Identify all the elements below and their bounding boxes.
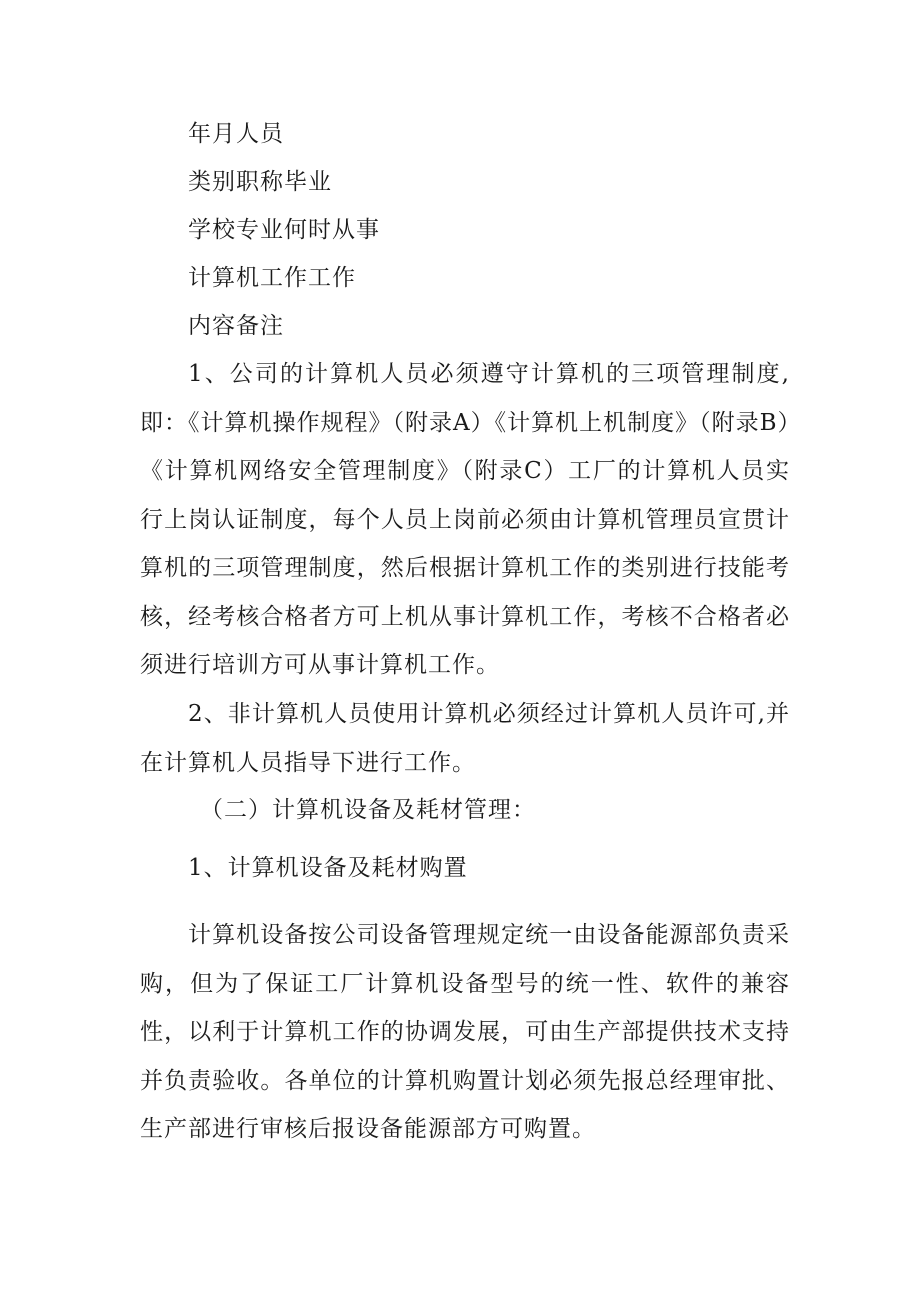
form-label-1: 年月人员 [188, 121, 284, 147]
paragraph-non-personnel-use: 2、非计算机人员使用计算机必须经过计算机人员许可,并在计算机人员指导下进行工作。 [140, 701, 790, 776]
form-label-2: 类别职称毕业 [188, 169, 332, 195]
paragraph-personnel-rules: 1、公司的计算机人员必须遵守计算机的三项管理制度,即：《计算机操作规程》（附录A）《计算机上机制度》（附录B）《计算机网络安全管理制度》（附录C）工厂的计算机人员实行上岗认证制度，每个人员上岗前必须由计算机管理员宣贯计算机的三项管理制度，然后根据计算机工作的类别进行技能考核，经考核合格者方可上机从事计算机工作，考核不合格者必须进行培训方可从事计算机工作。 [140, 361, 791, 678]
form-label-4: 计算机工作工作 [188, 265, 356, 291]
form-label-3: 学校专业何时从事 [188, 217, 380, 243]
section-heading: （二）计算机设备及耗材管理： [200, 797, 536, 823]
subheading-purchase: 1、计算机设备及耗材购置 [188, 855, 468, 881]
form-label-5: 内容备注 [188, 313, 284, 339]
paragraph-purchase-rules: 计算机设备按公司设备管理规定统一由设备能源部负责采购，但为了保证工厂计算机设备型号的统一性、软件的兼容性，以利于计算机工作的协调发展，可由生产部提供技术支持并负责验收。各单位的计算机购置计划必须先报总经理审批、生产部进行审核后报设备能源部方可购置。 [140, 922, 790, 1142]
